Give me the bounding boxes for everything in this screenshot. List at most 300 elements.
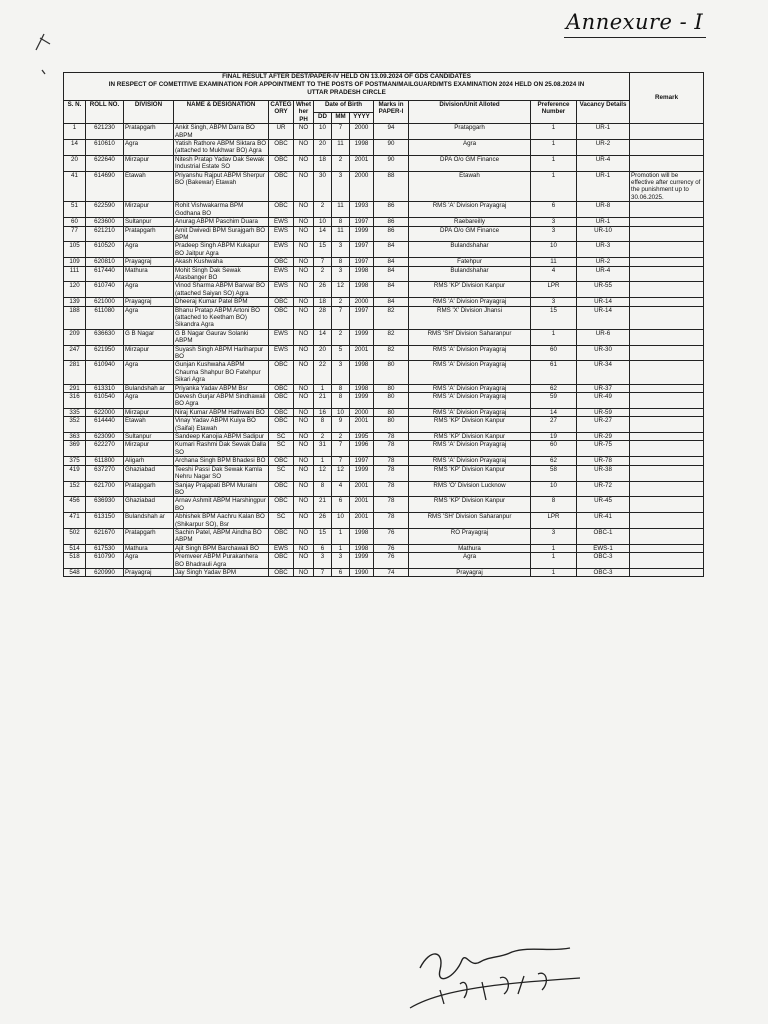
- row-name: Teeshi Passi Dak Sewak Kamla Nehru Nagar SO: [174, 465, 269, 481]
- row-category: OBC: [269, 393, 294, 409]
- row-category: OBC: [269, 258, 294, 266]
- row-allotted: RMS 'A' Division Prayagraj: [409, 384, 531, 392]
- row-sn: 51: [64, 202, 86, 218]
- row-category: OBC: [269, 171, 294, 202]
- row-roll: 610540: [86, 393, 124, 409]
- row-category: OBC: [269, 553, 294, 569]
- row-dd: 12: [314, 465, 332, 481]
- row-division: Etawah: [124, 171, 174, 202]
- row-allotted: RMS 'KP' Division Kanpur: [409, 417, 531, 433]
- table-row: [64, 384, 704, 392]
- row-division: Pratapgarh: [124, 226, 174, 242]
- result-table: [63, 72, 704, 577]
- row-ph: NO: [294, 329, 314, 345]
- row-yyyy: 1995: [350, 433, 374, 441]
- row-roll: 613150: [86, 513, 124, 529]
- row-marks: 84: [374, 282, 409, 298]
- row-pref: 62: [531, 457, 577, 465]
- row-marks: 82: [374, 306, 409, 329]
- row-dd: 7: [314, 258, 332, 266]
- row-marks: 80: [374, 361, 409, 384]
- row-category: SC: [269, 433, 294, 441]
- row-name: Priyanka Yadav ABPM Bsr: [174, 384, 269, 392]
- row-category: OBC: [269, 497, 294, 513]
- row-roll: 621700: [86, 481, 124, 497]
- row-dd: 7: [314, 568, 332, 576]
- row-yyyy: 2001: [350, 345, 374, 361]
- col-division: DIVISION: [124, 101, 174, 124]
- table-row: [64, 140, 704, 156]
- row-remark: [630, 408, 704, 416]
- col-vacancy: Vacancy Details: [577, 101, 630, 124]
- table-row: [64, 266, 704, 282]
- row-allotted: RMS 'KP' Division Kanpur: [409, 465, 531, 481]
- row-category: OBC: [269, 457, 294, 465]
- row-yyyy: 1998: [350, 266, 374, 282]
- row-allotted: Mathura: [409, 544, 531, 552]
- row-ph: NO: [294, 155, 314, 171]
- row-allotted: RMS 'A' Division Prayagraj: [409, 441, 531, 457]
- row-dd: 2: [314, 202, 332, 218]
- row-division: Agra: [124, 242, 174, 258]
- row-yyyy: 1998: [350, 140, 374, 156]
- row-remark: [630, 282, 704, 298]
- table-row: [64, 345, 704, 361]
- row-sn: 247: [64, 345, 86, 361]
- row-marks: 82: [374, 329, 409, 345]
- row-sn: 335: [64, 408, 86, 416]
- handwritten-mark: [28, 30, 68, 90]
- row-category: OBC: [269, 528, 294, 544]
- row-yyyy: 2001: [350, 513, 374, 529]
- row-category: OBC: [269, 298, 294, 306]
- row-name: Sachin Patel, ABPM Aindha BO ABPM: [174, 528, 269, 544]
- title-row: [64, 73, 704, 101]
- row-division: Agra: [124, 553, 174, 569]
- row-mm: 1: [332, 528, 350, 544]
- row-ph: NO: [294, 481, 314, 497]
- row-ph: NO: [294, 202, 314, 218]
- table-row: [64, 568, 704, 576]
- row-allotted: RMS 'KP' Division Kanpur: [409, 282, 531, 298]
- row-ph: NO: [294, 171, 314, 202]
- row-mm: 6: [332, 568, 350, 576]
- row-dd: 16: [314, 408, 332, 416]
- row-ph: NO: [294, 345, 314, 361]
- row-name: Suyash Singh ABPM Hariharpur BO: [174, 345, 269, 361]
- row-dd: 21: [314, 497, 332, 513]
- row-allotted: RMS 'SH' Division Saharanpur: [409, 329, 531, 345]
- row-division: Prayagraj: [124, 258, 174, 266]
- row-mm: 8: [332, 218, 350, 226]
- row-pref: 1: [531, 544, 577, 552]
- row-vacancy: UR-1: [577, 218, 630, 226]
- table-row: [64, 528, 704, 544]
- col-dd: DD: [314, 112, 332, 124]
- row-division: Etawah: [124, 417, 174, 433]
- row-sn: 291: [64, 384, 86, 392]
- row-division: Ghaziabad: [124, 465, 174, 481]
- row-category: EWS: [269, 218, 294, 226]
- row-mm: 10: [332, 513, 350, 529]
- row-dd: 15: [314, 528, 332, 544]
- row-marks: 90: [374, 155, 409, 171]
- row-ph: NO: [294, 417, 314, 433]
- row-category: OBC: [269, 408, 294, 416]
- row-roll: 610740: [86, 282, 124, 298]
- table-row: [64, 481, 704, 497]
- row-ph: NO: [294, 433, 314, 441]
- row-marks: 80: [374, 417, 409, 433]
- row-remark: [630, 124, 704, 140]
- handwritten-signature: [400, 938, 590, 1018]
- row-category: SC: [269, 441, 294, 457]
- row-mm: 12: [332, 282, 350, 298]
- row-name: Amit Dwivedi BPM Surajgarh BO BPM: [174, 226, 269, 242]
- row-yyyy: 1998: [350, 361, 374, 384]
- row-sn: 363: [64, 433, 86, 441]
- row-division: Prayagraj: [124, 298, 174, 306]
- row-division: Agra: [124, 393, 174, 409]
- row-remark: [630, 568, 704, 576]
- row-vacancy: UR-55: [577, 282, 630, 298]
- row-marks: 94: [374, 124, 409, 140]
- row-sn: 105: [64, 242, 86, 258]
- row-pref: LPR: [531, 282, 577, 298]
- row-pref: 60: [531, 441, 577, 457]
- row-pref: 1: [531, 140, 577, 156]
- row-pref: 10: [531, 242, 577, 258]
- row-ph: NO: [294, 266, 314, 282]
- row-mm: 12: [332, 465, 350, 481]
- row-allotted: RMS 'A' Division Prayagraj: [409, 408, 531, 416]
- row-roll: 620810: [86, 258, 124, 266]
- row-dd: 1: [314, 384, 332, 392]
- row-division: Ghaziabad: [124, 497, 174, 513]
- row-ph: NO: [294, 497, 314, 513]
- table-row: [64, 258, 704, 266]
- row-vacancy: UR-75: [577, 441, 630, 457]
- row-dd: 14: [314, 329, 332, 345]
- row-vacancy: UR-38: [577, 465, 630, 481]
- row-roll: 617530: [86, 544, 124, 552]
- row-dd: 15: [314, 242, 332, 258]
- row-roll: 621230: [86, 124, 124, 140]
- row-ph: NO: [294, 544, 314, 552]
- row-remark: [630, 528, 704, 544]
- row-mm: 9: [332, 417, 350, 433]
- row-name: Devesh Gurjar ABPM Sindhawali BO Agra: [174, 393, 269, 409]
- row-marks: 80: [374, 408, 409, 416]
- row-division: Agra: [124, 306, 174, 329]
- table-row: [64, 171, 704, 202]
- row-sn: 41: [64, 171, 86, 202]
- row-ph: NO: [294, 242, 314, 258]
- row-pref: 59: [531, 393, 577, 409]
- row-name: Premveer ABPM Purakanhera BO Bhadrauli Agra: [174, 553, 269, 569]
- row-division: G B Nagar: [124, 329, 174, 345]
- row-mm: 3: [332, 171, 350, 202]
- row-mm: 8: [332, 393, 350, 409]
- row-yyyy: 1999: [350, 553, 374, 569]
- title-line-1: FINAL RESULT AFTER DEST/PAPER-IV HELD ON 13.09.2024 OF GDS CANDIDATES: [222, 73, 471, 80]
- row-ph: NO: [294, 465, 314, 481]
- row-sn: 375: [64, 457, 86, 465]
- table-row: [64, 298, 704, 306]
- row-ph: NO: [294, 218, 314, 226]
- row-dd: 26: [314, 282, 332, 298]
- table-row: [64, 497, 704, 513]
- row-dd: 30: [314, 171, 332, 202]
- row-marks: 78: [374, 441, 409, 457]
- row-name: Vinod Sharma ABPM Barwar BO (attached Saiyan SO) Agra: [174, 282, 269, 298]
- row-sn: 316: [64, 393, 86, 409]
- row-category: EWS: [269, 266, 294, 282]
- row-sn: 352: [64, 417, 86, 433]
- row-ph: NO: [294, 298, 314, 306]
- row-allotted: RMS 'A' Division Prayagraj: [409, 298, 531, 306]
- row-name: Akash Kushwaha: [174, 258, 269, 266]
- row-dd: 31: [314, 441, 332, 457]
- row-pref: 11: [531, 258, 577, 266]
- row-pref: 14: [531, 408, 577, 416]
- row-name: G B Nagar Gaurav Solanki ABPM: [174, 329, 269, 345]
- row-remark: [630, 433, 704, 441]
- row-yyyy: 2001: [350, 481, 374, 497]
- row-vacancy: OBC-3: [577, 568, 630, 576]
- row-name: Gunjan Kushwaha ABPM Chauma Shahpur BO Fatehpur Sikari Agra: [174, 361, 269, 384]
- row-ph: NO: [294, 457, 314, 465]
- row-ph: NO: [294, 306, 314, 329]
- row-vacancy: UR-2: [577, 258, 630, 266]
- row-pref: 3: [531, 528, 577, 544]
- row-vacancy: UR-2: [577, 140, 630, 156]
- row-dd: 18: [314, 298, 332, 306]
- row-division: Bulandshah ar: [124, 513, 174, 529]
- row-remark: Promotion will be effective after currency of the punishment up to 30.06.2025.: [630, 171, 704, 202]
- row-allotted: RMS 'KP' Division Kanpur: [409, 497, 531, 513]
- row-name: Arnav Ashmit ABPM Harshingpur BO: [174, 497, 269, 513]
- row-remark: [630, 345, 704, 361]
- row-allotted: DPA O/o GM Finance: [409, 226, 531, 242]
- row-division: Mathura: [124, 266, 174, 282]
- row-category: EWS: [269, 345, 294, 361]
- row-remark: [630, 553, 704, 569]
- row-allotted: RMS 'A' Division Prayagraj: [409, 457, 531, 465]
- row-allotted: Bulandshahar: [409, 266, 531, 282]
- row-pref: 60: [531, 345, 577, 361]
- row-division: Sultanpur: [124, 433, 174, 441]
- row-ph: NO: [294, 393, 314, 409]
- row-name: Pradeep Singh ABPM Kukapur BO Jaitpur Agra: [174, 242, 269, 258]
- row-mm: 1: [332, 544, 350, 552]
- row-sn: 77: [64, 226, 86, 242]
- row-pref: 1: [531, 155, 577, 171]
- table-row: [64, 465, 704, 481]
- row-dd: 18: [314, 155, 332, 171]
- row-sn: 1: [64, 124, 86, 140]
- row-allotted: RMS 'X' Division Jhansi: [409, 306, 531, 329]
- row-mm: 7: [332, 124, 350, 140]
- row-yyyy: 1993: [350, 202, 374, 218]
- row-mm: 2: [332, 433, 350, 441]
- row-roll: 636630: [86, 329, 124, 345]
- table-row: [64, 433, 704, 441]
- row-sn: 369: [64, 441, 86, 457]
- row-dd: 8: [314, 417, 332, 433]
- row-vacancy: OBC-1: [577, 528, 630, 544]
- row-pref: 6: [531, 202, 577, 218]
- row-dd: 22: [314, 361, 332, 384]
- table-row: [64, 441, 704, 457]
- row-remark: [630, 258, 704, 266]
- row-remark: [630, 242, 704, 258]
- row-yyyy: 1998: [350, 282, 374, 298]
- row-marks: 78: [374, 481, 409, 497]
- row-roll: 610790: [86, 553, 124, 569]
- row-allotted: RMS 'KP' Division Kanpur: [409, 433, 531, 441]
- row-category: OBC: [269, 306, 294, 329]
- row-roll: 636930: [86, 497, 124, 513]
- row-pref: LPR: [531, 513, 577, 529]
- table-row: [64, 242, 704, 258]
- row-yyyy: 1990: [350, 568, 374, 576]
- row-division: Mirzapur: [124, 155, 174, 171]
- row-mm: 2: [332, 329, 350, 345]
- row-sn: 60: [64, 218, 86, 226]
- row-sn: 139: [64, 298, 86, 306]
- col-dob: Date of Birth: [314, 101, 374, 113]
- row-vacancy: OBC-3: [577, 553, 630, 569]
- row-category: UR: [269, 124, 294, 140]
- row-pref: 58: [531, 465, 577, 481]
- row-marks: 78: [374, 457, 409, 465]
- row-roll: 621000: [86, 298, 124, 306]
- row-yyyy: 1998: [350, 384, 374, 392]
- row-pref: 61: [531, 361, 577, 384]
- row-remark: [630, 441, 704, 457]
- row-pref: 1: [531, 329, 577, 345]
- row-roll: 610520: [86, 242, 124, 258]
- row-allotted: RMS 'A' Division Prayagraj: [409, 393, 531, 409]
- row-dd: 3: [314, 553, 332, 569]
- row-division: Pratapgarh: [124, 528, 174, 544]
- row-ph: NO: [294, 553, 314, 569]
- row-remark: [630, 140, 704, 156]
- row-division: Mirzapur: [124, 408, 174, 416]
- row-vacancy: UR-59: [577, 408, 630, 416]
- row-vacancy: UR-29: [577, 433, 630, 441]
- column-header-row: [64, 101, 704, 113]
- row-marks: 78: [374, 433, 409, 441]
- row-dd: 26: [314, 513, 332, 529]
- row-vacancy: UR-4: [577, 155, 630, 171]
- row-division: Prayagraj: [124, 568, 174, 576]
- row-division: Mirzapur: [124, 202, 174, 218]
- row-ph: NO: [294, 140, 314, 156]
- row-yyyy: 2000: [350, 408, 374, 416]
- row-allotted: RMS 'SH' Division Saharanpur: [409, 513, 531, 529]
- row-allotted: Bulandshahar: [409, 242, 531, 258]
- row-ph: NO: [294, 258, 314, 266]
- row-yyyy: 2001: [350, 497, 374, 513]
- row-mm: 3: [332, 553, 350, 569]
- row-name: Rohit Vishwakarma BPM Godhana BO: [174, 202, 269, 218]
- row-marks: 88: [374, 171, 409, 202]
- row-sn: 109: [64, 258, 86, 266]
- row-vacancy: UR-45: [577, 497, 630, 513]
- row-pref: 4: [531, 266, 577, 282]
- row-roll: 621670: [86, 528, 124, 544]
- row-dd: 1: [314, 457, 332, 465]
- table-row: [64, 226, 704, 242]
- row-marks: 82: [374, 345, 409, 361]
- table-row: [64, 553, 704, 569]
- table-row: [64, 544, 704, 552]
- row-ph: NO: [294, 408, 314, 416]
- row-marks: 78: [374, 513, 409, 529]
- row-vacancy: UR-30: [577, 345, 630, 361]
- row-yyyy: 2000: [350, 124, 374, 140]
- row-category: EWS: [269, 226, 294, 242]
- row-allotted: Fatehpur: [409, 258, 531, 266]
- row-remark: [630, 298, 704, 306]
- row-division: Agra: [124, 361, 174, 384]
- row-division: Pratapgarh: [124, 481, 174, 497]
- row-category: OBC: [269, 361, 294, 384]
- table-row: [64, 218, 704, 226]
- row-mm: 11: [332, 202, 350, 218]
- row-dd: 21: [314, 393, 332, 409]
- row-mm: 8: [332, 258, 350, 266]
- row-roll: 623600: [86, 218, 124, 226]
- row-marks: 84: [374, 242, 409, 258]
- row-vacancy: UR-37: [577, 384, 630, 392]
- row-marks: 78: [374, 497, 409, 513]
- row-remark: [630, 218, 704, 226]
- row-name: Vinay Yadav ABPM Kuiya BO (Saifai) Etawah: [174, 417, 269, 433]
- col-roll: ROLL NO.: [86, 101, 124, 124]
- row-sn: 209: [64, 329, 86, 345]
- row-sn: 281: [64, 361, 86, 384]
- row-pref: 3: [531, 226, 577, 242]
- row-mm: 10: [332, 408, 350, 416]
- row-mm: 2: [332, 155, 350, 171]
- row-remark: [630, 155, 704, 171]
- row-vacancy: UR-14: [577, 298, 630, 306]
- row-mm: 11: [332, 140, 350, 156]
- row-dd: 10: [314, 218, 332, 226]
- row-remark: [630, 481, 704, 497]
- table-body: [64, 124, 704, 577]
- row-name: Sanjay Prajapati BPM Muraini BO: [174, 481, 269, 497]
- col-category: CATEG ORY: [269, 101, 294, 124]
- row-category: EWS: [269, 329, 294, 345]
- row-marks: 76: [374, 528, 409, 544]
- row-allotted: Agra: [409, 553, 531, 569]
- table-row: [64, 282, 704, 298]
- col-mm: MM: [332, 112, 350, 124]
- row-pref: 62: [531, 384, 577, 392]
- table-row: [64, 393, 704, 409]
- row-name: Ajit Singh BPM Barchawali BO: [174, 544, 269, 552]
- row-mm: 7: [332, 306, 350, 329]
- row-mm: 5: [332, 345, 350, 361]
- table-row: [64, 329, 704, 345]
- row-vacancy: UR-34: [577, 361, 630, 384]
- col-name: NAME & DESIGNATION: [174, 101, 269, 124]
- remark-header: Remark: [630, 73, 704, 124]
